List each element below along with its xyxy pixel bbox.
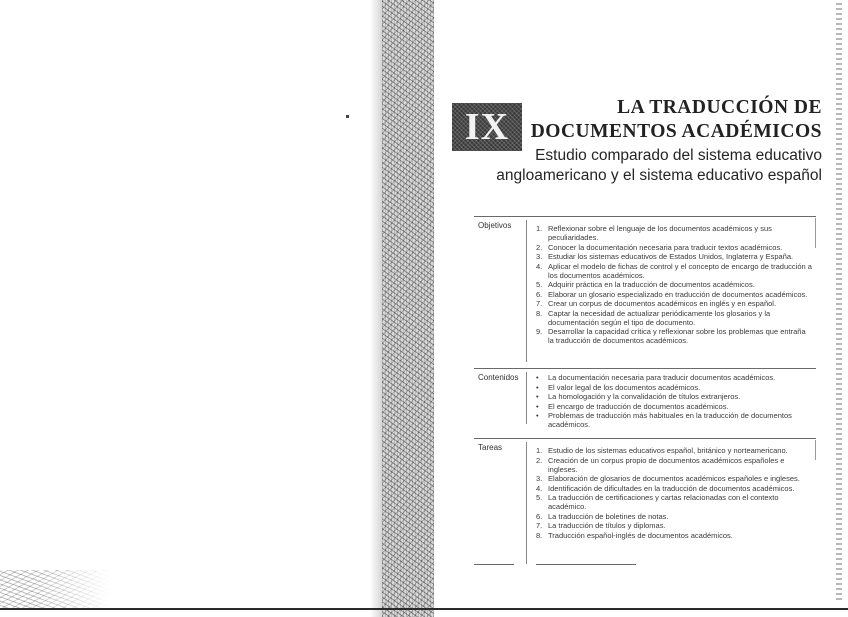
list-item-text: La traducción de certificaciones y cartas relacionadas con el contexto académico. bbox=[548, 493, 779, 511]
chapter-title-line: DOCUMENTOS ACADÉMICOS bbox=[530, 121, 822, 142]
list-item-text: La documentación necesaria para traducir documentos académicos. bbox=[548, 373, 776, 382]
list-item bbox=[536, 327, 812, 345]
list-item-text: Captar la necesidad de actualizar periódicamente los glosarios y la documentación según el tipo de documento. bbox=[548, 308, 771, 327]
list-item bbox=[536, 474, 812, 483]
list-item-marker: • bbox=[536, 392, 539, 401]
section-divider bbox=[474, 368, 816, 369]
list-item-marker: 3. bbox=[536, 252, 543, 261]
list-item bbox=[536, 411, 812, 429]
contenidos-section bbox=[474, 368, 816, 430]
list-item bbox=[536, 290, 812, 299]
list-item-text: Elaboración de glosarios de documentos académicos españoles e ingleses. bbox=[548, 474, 800, 483]
tareas-label: Tareas bbox=[478, 443, 503, 452]
list-item-marker: 1. bbox=[536, 446, 543, 455]
list-item bbox=[536, 402, 812, 411]
right-border bbox=[815, 218, 816, 248]
scan-bottom-edge bbox=[0, 608, 848, 610]
list-item-marker: 5. bbox=[536, 493, 543, 502]
tareas-list bbox=[536, 446, 812, 540]
list-item-text: El valor legal de los documentos académicos. bbox=[548, 382, 701, 392]
list-item bbox=[536, 309, 812, 327]
list-item-marker: 4. bbox=[536, 483, 543, 493]
list-item-text: Creación de un corpus propio de documentos académicos españoles e ingleses. bbox=[548, 455, 785, 474]
list-item-text: Conocer la documentación necesaria para traducir textos académicos. bbox=[548, 242, 783, 252]
list-item bbox=[536, 299, 812, 308]
list-item-text: Problemas de traducción más habituales en la traducción de documentos académicos. bbox=[548, 411, 792, 429]
list-item-marker: 8. bbox=[536, 308, 543, 318]
list-item-text: El encargo de traducción de documentos académicos. bbox=[548, 401, 729, 411]
list-item-marker: 5. bbox=[536, 280, 543, 289]
list-item bbox=[536, 521, 812, 530]
list-item-text: Estudiar los sistemas educativos de Estados Unidos, Inglaterra y España. bbox=[548, 252, 794, 261]
list-item-marker: 8. bbox=[536, 530, 543, 540]
page-edge bbox=[836, 0, 842, 600]
list-item-text: Adquirir práctica en la traducción de documentos académicos. bbox=[548, 280, 755, 289]
list-item bbox=[536, 262, 812, 280]
chapter-subtitle-line: angloamericano y el sistema educativo español bbox=[496, 167, 822, 184]
chapter-subtitle-line: Estudio comparado del sistema educativo bbox=[535, 147, 822, 164]
list-item-marker: 2. bbox=[536, 242, 543, 252]
list-item-text: Elaborar un glosario especializado en traducción de documentos académicos. bbox=[548, 289, 808, 299]
list-item bbox=[536, 392, 812, 401]
list-item-marker: • bbox=[536, 373, 539, 382]
list-item-marker: 6. bbox=[536, 511, 543, 521]
section-divider bbox=[474, 216, 816, 217]
list-item-marker: 7. bbox=[536, 299, 543, 308]
list-item-text: La traducción de boletines de notas. bbox=[548, 511, 669, 521]
section-divider bbox=[474, 438, 816, 439]
list-item bbox=[536, 252, 812, 261]
list-item-text: Traducción español-inglés de documentos académicos. bbox=[548, 530, 733, 540]
list-item bbox=[536, 224, 812, 242]
column-divider bbox=[526, 372, 527, 424]
list-item-text: Desarrollar la capacidad crítica y reflexionar sobre los problemas que entraña la traducción de documentos académicos. bbox=[548, 327, 806, 345]
list-item-marker: 2. bbox=[536, 455, 543, 465]
list-item bbox=[536, 446, 812, 455]
list-item-text: Reflexionar sobre el lenguaje de los documentos académicos y sus peculiaridades. bbox=[548, 224, 772, 242]
table-end-rule bbox=[536, 564, 636, 565]
list-item-text: La traducción de títulos y diplomas. bbox=[548, 521, 666, 530]
tareas-section bbox=[474, 438, 816, 568]
list-item-text: Aplicar el modelo de fichas de control y el concepto de encargo de traducción a los documentos académicos. bbox=[548, 261, 812, 280]
scan-speck bbox=[346, 115, 349, 118]
list-item-marker: 4. bbox=[536, 261, 543, 271]
list-item-marker: • bbox=[536, 411, 539, 420]
list-item bbox=[536, 512, 812, 521]
list-item-marker: 6. bbox=[536, 289, 543, 299]
chapter-title-line: LA TRADUCCIÓN DE bbox=[617, 97, 822, 118]
list-item bbox=[536, 493, 812, 511]
right-border bbox=[815, 440, 816, 460]
list-item-marker: 7. bbox=[536, 521, 543, 530]
list-item bbox=[536, 280, 812, 289]
book-spine-gutter bbox=[382, 0, 434, 617]
column-divider bbox=[526, 442, 527, 564]
list-item-marker: • bbox=[536, 382, 539, 392]
scan-noise bbox=[0, 570, 110, 610]
column-divider bbox=[526, 220, 527, 362]
contenidos-label: Contenidos bbox=[478, 373, 519, 382]
chapter-number: IX bbox=[464, 106, 510, 148]
objetivos-label: Objetivos bbox=[478, 221, 512, 230]
list-item-marker: • bbox=[536, 401, 539, 411]
list-item-marker: 9. bbox=[536, 327, 543, 336]
list-item-text: Estudio de los sistemas educativos español, británico y norteamericano. bbox=[548, 446, 788, 455]
list-item-marker: 3. bbox=[536, 474, 543, 483]
list-item bbox=[536, 484, 812, 493]
chapter-overview-table bbox=[474, 216, 816, 566]
chapter-title bbox=[502, 96, 822, 144]
chapter-subtitle bbox=[422, 146, 822, 186]
list-item-text: Identificación de dificultades en la traducción de documentos académicos. bbox=[548, 483, 795, 493]
list-item bbox=[536, 531, 812, 540]
list-item-text: La homologación y la convalidación de títulos extranjeros. bbox=[548, 392, 741, 401]
objetivos-list bbox=[536, 224, 812, 346]
table-end-rule bbox=[474, 564, 514, 565]
list-item bbox=[536, 243, 812, 252]
list-item-marker: 1. bbox=[536, 224, 543, 233]
list-item bbox=[536, 383, 812, 392]
list-item bbox=[536, 456, 812, 474]
contenidos-list bbox=[536, 373, 812, 430]
list-item-text: Crear un corpus de documentos académicos en inglés y en español. bbox=[548, 299, 777, 308]
list-item bbox=[536, 373, 812, 382]
objetivos-section bbox=[474, 216, 816, 366]
